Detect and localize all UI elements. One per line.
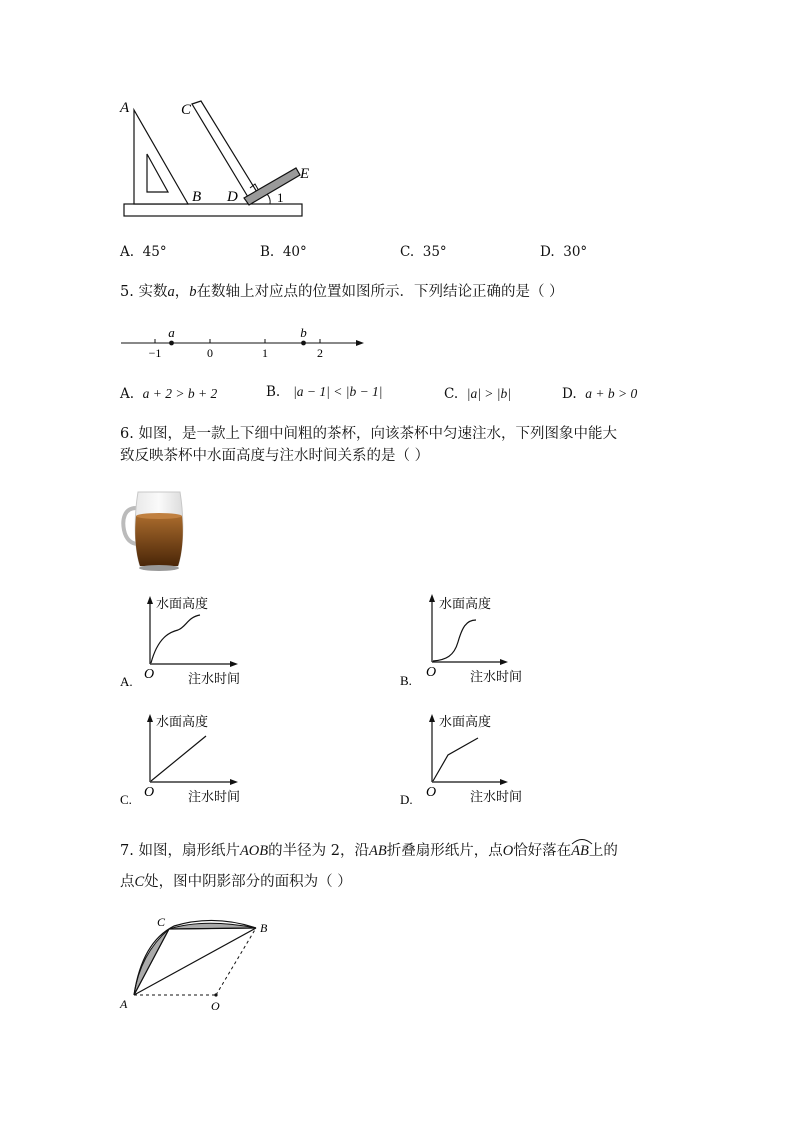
point-o-dot: [214, 993, 217, 996]
option-letter: A.: [120, 386, 135, 402]
option-letter: C.: [400, 244, 415, 260]
option-text: 30°: [563, 244, 588, 260]
set-square-long-arm: [192, 101, 260, 202]
x-label: 注水时间: [188, 672, 241, 687]
label-D: D: [227, 189, 238, 205]
x-label: 注水时间: [470, 790, 523, 805]
q5-stem-pre: 5. 实数: [120, 284, 168, 300]
option-text: 40°: [282, 244, 307, 260]
origin-label: O: [144, 785, 155, 800]
q5-stem-post: 在数轴上对应点的位置如图所示．下列结论正确的是（ ）: [196, 284, 564, 300]
y-label: 水面高度: [439, 597, 492, 612]
q5-var-b: b: [189, 284, 197, 300]
q4-option-a[interactable]: [120, 244, 167, 260]
x-axis-arrow-icon: [230, 779, 238, 785]
point-a: [169, 341, 174, 346]
origin-label: O: [426, 785, 437, 800]
radius-ob: [216, 928, 256, 995]
q7-point-c: C: [134, 874, 145, 890]
point-b-label: b: [300, 325, 307, 340]
curve-a: [151, 615, 200, 663]
graph-letter: D.: [400, 792, 413, 807]
q6-stem-line2: 致反映茶杯中水面高度与注水时间关系的是（ ）: [120, 448, 430, 464]
q6-graph-b[interactable]: [398, 590, 558, 690]
y-label: 水面高度: [156, 715, 209, 730]
q5-number-line: [118, 322, 368, 364]
curve-b: [433, 620, 476, 661]
q5-option-a[interactable]: [120, 386, 217, 402]
y-axis-arrow-icon: [147, 714, 153, 722]
q4-option-c[interactable]: [400, 244, 447, 260]
q5-option-d[interactable]: [562, 386, 637, 402]
line-d: [433, 738, 478, 781]
option-letter: A.: [120, 244, 135, 260]
q5-stem: [120, 282, 564, 302]
option-text: |a − 1| < |b − 1|: [293, 384, 383, 399]
label-B: B: [260, 921, 268, 935]
y-label: 水面高度: [439, 715, 492, 730]
tick-label-2: 2: [317, 346, 323, 360]
label-A: A: [120, 100, 130, 116]
q7-arc-ab: AB: [571, 841, 589, 861]
q4-option-b[interactable]: [260, 244, 307, 260]
q4-option-d[interactable]: [540, 244, 587, 260]
origin-label: O: [426, 665, 437, 680]
base-ruler: [124, 204, 302, 216]
label-angle-1: 1: [277, 190, 284, 205]
option-text: 35°: [422, 244, 447, 260]
q5-option-b[interactable]: [266, 384, 383, 400]
q7-stem-line2: [120, 872, 352, 892]
number-line-arrow-icon: [356, 340, 364, 346]
y-label: 水面高度: [156, 597, 209, 612]
label-E: E: [300, 166, 310, 182]
graph-letter: A.: [120, 674, 133, 689]
q7-line2-post: 处，图中阴影部分的面积为（ ）: [144, 874, 352, 890]
q7-line1-mid: 的半径为 2，沿: [268, 843, 369, 859]
graph-letter: B.: [400, 673, 412, 688]
q7-line1-pre: 7. 如图，扇形纸片: [120, 843, 240, 859]
label-B: B: [192, 189, 202, 205]
y-axis-arrow-icon: [147, 596, 153, 604]
point-a-label: a: [168, 325, 175, 340]
origin-label: O: [144, 667, 155, 682]
q7-fold-line: AB: [368, 843, 387, 859]
angle-1-arc: [267, 194, 270, 204]
q4-figure: [112, 92, 322, 222]
label-A: A: [120, 997, 128, 1011]
q5-comma: ，: [174, 284, 190, 300]
x-label: 注水时间: [188, 790, 241, 805]
tick-label-0: 0: [207, 346, 213, 360]
option-letter: D.: [540, 244, 555, 260]
q7-point-o: O: [502, 843, 514, 859]
arc-symbol-icon: [571, 837, 593, 845]
x-axis-arrow-icon: [500, 779, 508, 785]
option-text: a + b > 0: [585, 386, 638, 401]
q6-stem-line1: 6. 如图，是一款上下细中间粗的茶杯，向该茶杯中匀速注水，下列图象中能大: [120, 426, 617, 442]
label-C: C: [157, 915, 166, 929]
option-letter: B.: [266, 384, 281, 400]
q6-graph-c[interactable]: [118, 710, 278, 810]
graph-letter: C.: [120, 792, 132, 807]
y-axis-arrow-icon: [429, 714, 435, 722]
label-C: C: [181, 102, 192, 118]
option-letter: C.: [444, 386, 459, 402]
tea-cup-image: [118, 486, 190, 572]
q6-graph-a[interactable]: [118, 592, 278, 692]
q7-line1-mid2: 折叠扇形纸片，点: [386, 843, 503, 859]
x-axis-arrow-icon: [500, 659, 508, 665]
q7-line2-pre: 点: [120, 874, 135, 890]
option-text: |a| > |b|: [466, 386, 511, 401]
q5-var-a: a: [167, 284, 175, 300]
q7-line1-mid3: 恰好落在: [513, 843, 572, 859]
tick-label-1: 1: [262, 346, 268, 360]
option-letter: D.: [562, 386, 577, 402]
option-text: a + 2 > b + 2: [142, 386, 218, 401]
option-letter: B.: [260, 244, 275, 260]
q7-line1-post: 上的: [588, 843, 618, 859]
x-label: 注水时间: [470, 670, 523, 685]
line-c: [151, 736, 206, 781]
option-text: 45°: [142, 244, 167, 260]
x-axis-arrow-icon: [230, 661, 238, 667]
q6-graph-d[interactable]: [398, 710, 558, 810]
point-b: [301, 341, 306, 346]
q7-figure: [114, 912, 284, 1014]
q7-sector-name: AOB: [239, 843, 269, 859]
q7-stem-line1: [120, 841, 618, 861]
y-axis-arrow-icon: [429, 594, 435, 602]
label-O: O: [211, 999, 220, 1013]
q5-option-c[interactable]: [444, 386, 511, 402]
tick-label-neg1: −1: [148, 346, 162, 360]
